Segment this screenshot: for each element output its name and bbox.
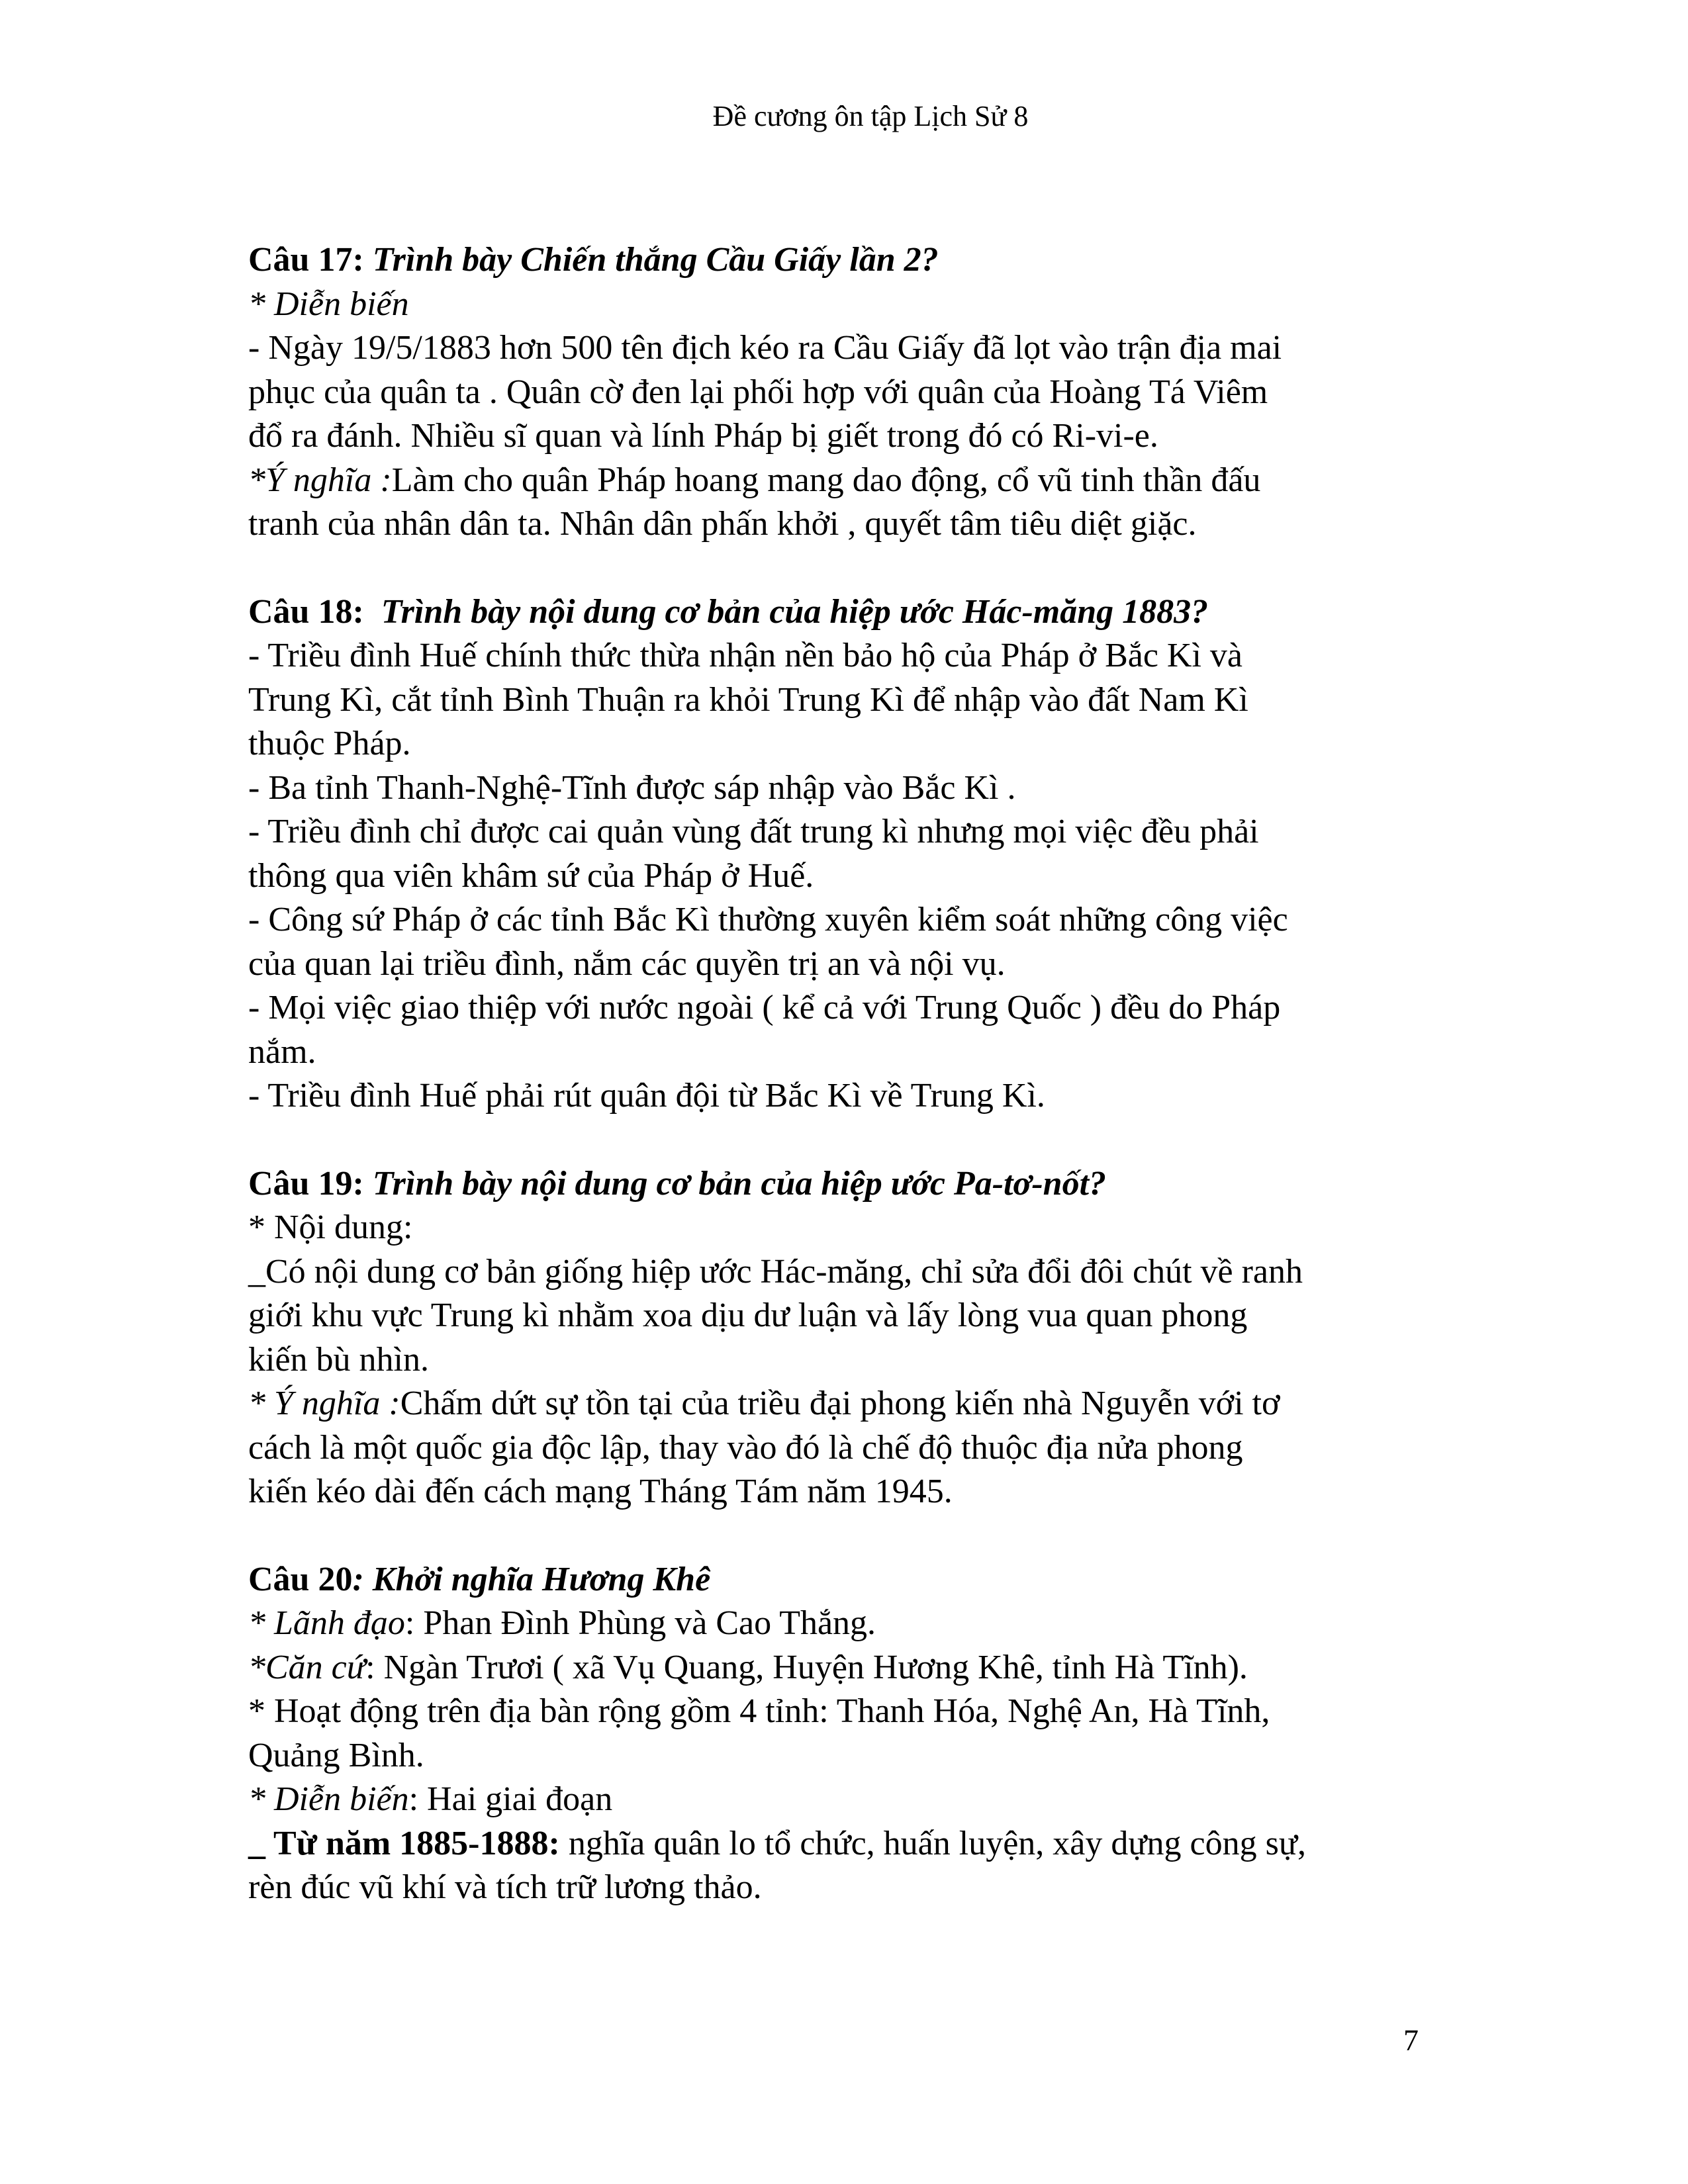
line-text: : Phan Đình Phùng và Cao Thắng. — [404, 1604, 876, 1642]
line-text: Làm cho quân Pháp hoang mang dao động, cổ vũ tinh thần đấu — [391, 461, 1261, 499]
question-heading — [248, 590, 1453, 635]
section-line — [248, 1822, 1453, 1866]
section-line: - Triều đình chỉ được cai quản vùng đất trung kì nhưng mọi việc đều phải — [248, 813, 1259, 850]
question-17 — [248, 238, 1453, 547]
document-body — [248, 238, 1453, 1910]
section-line: của quan lại triều đình, nắm các quyền trị an và nội vụ. — [248, 944, 1006, 983]
section-line: * Diễn biến — [248, 285, 409, 323]
section-line: kiến bù nhìn. — [248, 1340, 429, 1379]
line-label: * Lãnh đạo — [248, 1604, 405, 1642]
section-line: - Triều đình Huế phải rút quân đội từ Bắc Kì về Trung Kì. — [248, 1077, 1045, 1115]
line-text: : Hai giai đoạn — [408, 1780, 613, 1818]
section-line: - Mọi việc giao thiệp với nước ngoài ( kể cả với Trung Quốc ) đều do Pháp — [248, 989, 1281, 1026]
question-title: Trình bày nội dung cơ bản của hiệp ước Pa-tơ-nốt? — [363, 1164, 1107, 1203]
section-line: giới khu vực Trung kì nhằm xoa dịu dư luận và lấy lòng vua quan phong — [248, 1297, 1248, 1334]
line-text: : Ngàn Trươi ( xã Vụ Quang, Huyện Hương Khê, tỉnh Hà Tĩnh). — [365, 1648, 1248, 1686]
section-line: - Ngày 19/5/1883 hơn 500 tên địch kéo ra Cầu Giấy đã lọt vào trận địa mai — [248, 329, 1282, 367]
question-label: Câu 17: — [248, 241, 364, 279]
section-line: thông qua viên khâm sứ của Pháp ở Huế. — [248, 856, 814, 895]
section-line — [248, 1778, 1453, 1822]
line-label: * Diễn biến — [248, 1780, 409, 1818]
section-line: thuộc Pháp. — [248, 725, 411, 762]
section-line: Quảng Bình. — [248, 1736, 424, 1774]
question-heading — [248, 1558, 1453, 1602]
section-line: * Hoạt động trên địa bàn rộng gồm 4 tỉnh: Thanh Hóa, Nghệ An, Hà Tĩnh, — [248, 1692, 1270, 1730]
question-19 — [248, 1162, 1453, 1514]
section-line: - Triều đình Huế chính thức thừa nhận nền bảo hộ của Pháp ở Bắc Kì và — [248, 637, 1243, 674]
line-label: *Ý nghĩa : — [248, 461, 392, 499]
question-label: Câu 18: — [248, 592, 364, 631]
section-line: kiến kéo dài đến cách mạng Tháng Tám năm 1945. — [248, 1473, 953, 1510]
question-20 — [248, 1558, 1453, 1910]
section-line: nắm. — [248, 1032, 316, 1071]
section-line: - Công sứ Pháp ở các tỉnh Bắc Kì thường xuyên kiểm soát những công việc — [248, 901, 1288, 938]
section-line: _Có nội dung cơ bản giống hiệp ước Hác-măng, chỉ sửa đổi đôi chút về ranh — [248, 1252, 1303, 1291]
question-title: : Khởi nghĩa Hương Khê — [352, 1560, 711, 1598]
page-number: 7 — [1403, 2023, 1419, 2057]
section-line — [248, 1602, 1453, 1646]
page-header: Đề cương ôn tập Lịch Sử 8 — [712, 100, 1029, 132]
section-line: - Ba tỉnh Thanh-Nghệ-Tĩnh được sáp nhập vào Bắc Kì . — [248, 768, 1016, 807]
line-text: nghĩa quân lo tổ chức, huấn luyện, xây dựng công sự, — [559, 1824, 1307, 1862]
line-label: _ Từ năm 1885-1888: — [248, 1824, 560, 1862]
question-heading — [248, 1162, 1453, 1206]
section-line: đổ ra đánh. Nhiều sĩ quan và lính Pháp bị giết trong đó có Ri-vi-e. — [248, 417, 1158, 455]
line-label: * Ý nghĩa : — [248, 1385, 400, 1422]
question-label: Câu 19: — [248, 1164, 364, 1203]
question-heading — [248, 238, 1453, 283]
section-line: * Nội dung: — [248, 1208, 413, 1246]
question-label: Câu 20 — [248, 1560, 353, 1598]
section-line — [248, 1646, 1453, 1690]
section-line: phục của quân ta . Quân cờ đen lại phối hợp với quân của Hoàng Tá Viêm — [248, 373, 1268, 411]
line-text: Chấm dứt sự tồn tại của triều đại phong kiến nhà Nguyễn với tơ — [400, 1385, 1280, 1422]
question-title: Trình bày Chiến thắng Cầu Giấy lần 2? — [363, 241, 939, 279]
section-line: cách là một quốc gia độc lập, thay vào đó là chế độ thuộc địa nửa phong — [248, 1428, 1243, 1467]
section-line: rèn đúc vũ khí và tích trữ lương thảo. — [248, 1868, 762, 1906]
question-18 — [248, 590, 1453, 1118]
section-line: Trung Kì, cắt tỉnh Bình Thuận ra khỏi Trung Kì để nhập vào đất Nam Kì — [248, 680, 1248, 719]
section-line — [248, 1382, 1453, 1426]
section-line — [248, 459, 1453, 503]
question-title: Trình bày nội dung cơ bản của hiệp ước Hác-măng 1883? — [363, 592, 1209, 631]
line-label: *Căn cứ — [248, 1648, 366, 1686]
section-line: tranh của nhân dân ta. Nhân dân phấn khởi , quyết tâm tiêu diệt giặc. — [248, 505, 1197, 543]
